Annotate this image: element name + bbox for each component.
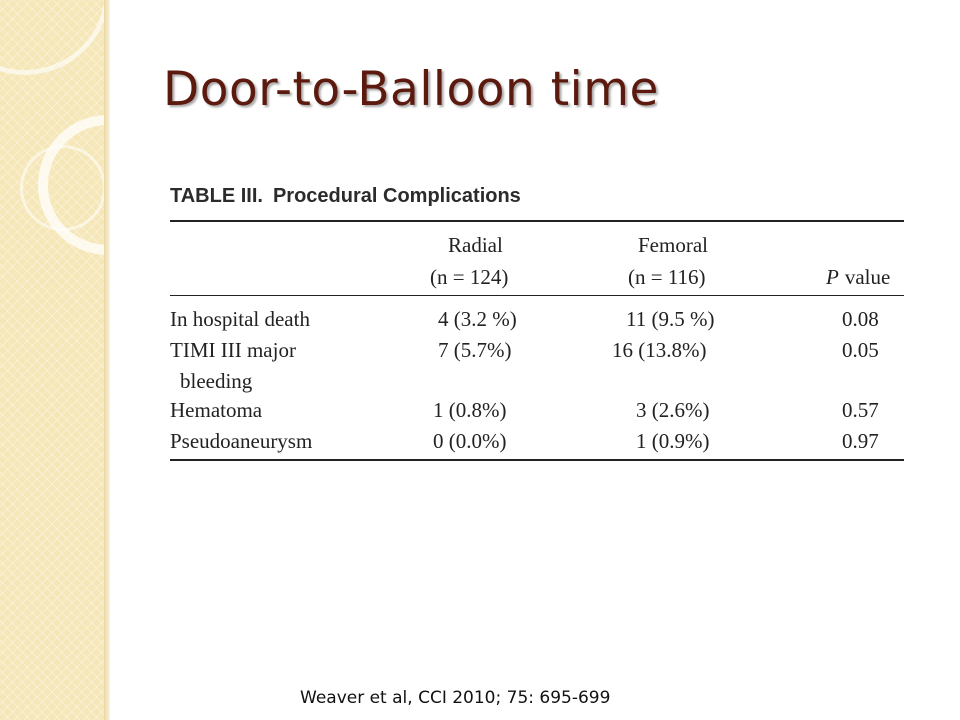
decorative-ring-top xyxy=(0,0,104,75)
cell-p-value: 0.08 xyxy=(842,307,879,331)
row-label-continuation: bleeding xyxy=(180,369,253,393)
row-label: Pseudoaneurysm xyxy=(170,429,313,453)
decorative-sidebar xyxy=(0,0,104,720)
column-header-radial: Radial xyxy=(448,233,503,257)
column-header-p-value xyxy=(826,265,890,289)
table-caption-label: TABLE III. xyxy=(170,185,263,207)
cell-radial: 4 (3.2 %) xyxy=(438,307,517,331)
cell-femoral: 16 (13.8%) xyxy=(612,338,707,362)
table-rule-header xyxy=(170,295,904,296)
p-value-word: value xyxy=(844,265,891,289)
row-label: TIMI III major xyxy=(170,338,296,362)
cell-radial: 1 (0.8%) xyxy=(433,398,507,422)
row-label: Hematoma xyxy=(170,398,263,422)
cell-femoral: 1 (0.9%) xyxy=(636,429,710,453)
decorative-ring-small xyxy=(20,145,104,231)
citation: Weaver et al, CCI 2010; 75: 695-699 xyxy=(300,688,611,708)
cell-femoral: 3 (2.6%) xyxy=(636,398,710,422)
column-header-femoral-n: (n = 116) xyxy=(628,265,706,289)
column-header-femoral: Femoral xyxy=(638,233,708,257)
sidebar-edge xyxy=(104,0,110,720)
slide-title: Door-to-Balloon time xyxy=(163,62,659,117)
table-caption xyxy=(170,185,521,208)
table-caption-title: Procedural Complications xyxy=(272,185,521,207)
column-header-radial-n: (n = 124) xyxy=(430,265,509,289)
cell-p-value: 0.97 xyxy=(842,429,879,453)
cell-femoral: 11 (9.5 %) xyxy=(626,307,715,331)
row-label: In hospital death xyxy=(170,307,310,331)
p-symbol: P xyxy=(826,265,839,289)
cell-radial: 0 (0.0%) xyxy=(433,429,507,453)
cell-radial: 7 (5.7%) xyxy=(438,338,512,362)
table-rule-bottom xyxy=(170,459,904,461)
cell-p-value: 0.05 xyxy=(842,338,879,362)
cell-p-value: 0.57 xyxy=(842,398,879,422)
table-rule-top xyxy=(170,220,904,222)
